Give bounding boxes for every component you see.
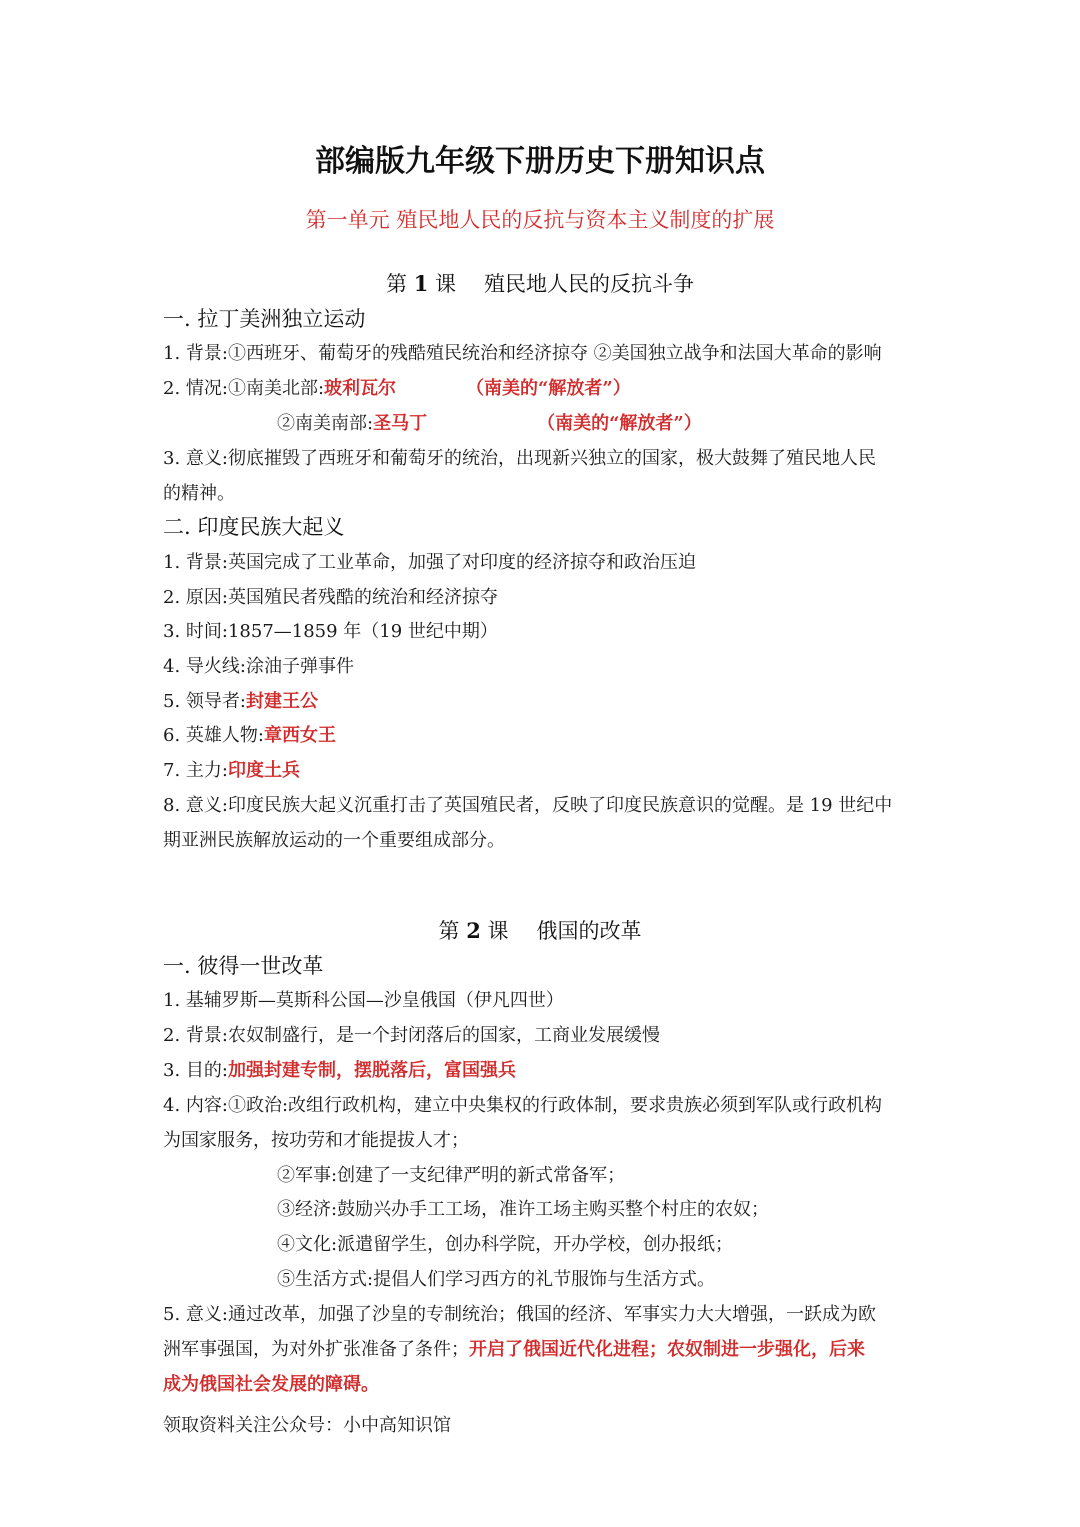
text-line [163,758,300,784]
highlight-text: 章西女王 [263,725,336,746]
text-line: 1. 基辅罗斯—莫斯科公国—沙皇俄国（伊凡四世） [163,990,564,1011]
lesson-2-label-post: 课 [480,919,509,943]
line-text: 2. 情况:①南美北部: [163,378,325,399]
text-line: 2. 原因:英国殖民者残酷的统治和经济掠夺 [163,587,498,608]
lesson-1-name: 殖民地人民的反抗斗争 [484,272,694,296]
lesson-2-heading [0,916,1080,946]
text-line: 8. 意义:印度民族大起义沉重打击了英国殖民者，反映了印度民族意识的觉醒。是 19 世纪中 [163,795,893,816]
text-line: 5. 意义:通过改革，加强了沙皇的专制统治；俄国的经济、军事实力大大增强，一跃成为欧 [163,1304,876,1325]
document-title: 部编版九年级下册历史下册知识点 [315,144,765,179]
text-line [163,723,336,749]
text-line: 1. 背景:英国完成了工业革命，加强了对印度的经济掠夺和政治压迫 [163,552,696,573]
highlight-text: 开启了俄国近代化进程；农奴制进一步强化，后来 [469,1339,865,1360]
text-line: 为国家服务，按功劳和才能提拔人才； [163,1130,469,1151]
note-text: （南美的“解放者”） [537,413,702,434]
text-line [163,1058,516,1084]
text-line [163,376,631,402]
highlight-text: 玻利瓦尔 [324,378,397,399]
line-text: 6. 英雄人物: [163,725,264,746]
text-line [277,411,702,437]
line-text: 5. 领导者: [163,691,246,712]
lesson-1-heading [0,269,1080,299]
text-line: ③经济:鼓励兴办手工工场，准许工场主购买整个村庄的农奴； [277,1199,770,1220]
lesson-1-number: 1 [413,271,429,296]
line-text: ②南美南部: [277,413,374,434]
text-line: 4. 内容:①政治:改组行政机构，建立中央集权的行政体制，要求贵族必须到军队或行政机构 [163,1095,883,1116]
text-line: 4. 导火线:涂油子弹事件 [163,656,354,677]
text-line [163,1337,865,1363]
text-line: ⑤生活方式:提倡人们学习西方的礼节服饰与生活方式。 [277,1269,716,1290]
text-line: ④文化:派遣留学生，创办科学院，开办学校，创办报纸； [277,1234,734,1255]
text-line: ②军事:创建了一支纪律严明的新式常备军； [277,1165,626,1186]
text-line [163,1372,379,1398]
text-line: 1. 背景:①西班牙、葡萄牙的残酷殖民统治和经济掠夺 ②美国独立战争和法国大革命的影响 [163,343,882,364]
text-line: 2. 背景:农奴制盛行，是一个封闭落后的国家，工商业发展缓慢 [163,1025,660,1046]
lesson-2-number: 2 [466,918,481,943]
highlight-text: 加强封建专制，摆脱落后，富国强兵 [227,1060,516,1081]
note-text: （南美的“解放者”） [466,378,631,399]
text-line: 3. 意义:彻底摧毁了西班牙和葡萄牙的统治，出现新兴独立的国家，极大鼓舞了殖民地人民 [163,448,876,469]
footer-note: 领取资料关注公众号：小中高知识馆 [163,1415,451,1436]
text-line: 的精神。 [163,483,235,504]
highlight-text: 圣马丁 [373,413,428,434]
lesson-2-label-pre: 第 [438,919,467,943]
highlight-text: 封建王公 [245,691,318,712]
section-heading: 一. 彼得一世改革 [163,954,324,978]
line-text: 7. 主力: [163,760,228,781]
section-heading: 一. 拉丁美洲独立运动 [163,307,366,331]
lesson-1-label-post: 课 [428,272,456,296]
text-line: 3. 时间:1857—1859 年（19 世纪中期） [163,621,498,642]
text-line: 期亚洲民族解放运动的一个重要组成部分。 [163,830,505,851]
line-text: 洲军事强国，为对外扩张准备了条件； [163,1339,469,1360]
lesson-2-name: 俄国的改革 [536,919,642,943]
lesson-1-label-pre: 第 [386,272,414,296]
highlight-text: 印度土兵 [227,760,300,781]
section-heading: 二. 印度民族大起义 [163,515,345,539]
text-line [163,689,318,715]
unit-heading: 第一单元 殖民地人民的反抗与资本主义制度的扩展 [305,208,775,232]
highlight-text: 成为俄国社会发展的障碍。 [163,1374,379,1395]
line-text: 3. 目的: [163,1060,228,1081]
